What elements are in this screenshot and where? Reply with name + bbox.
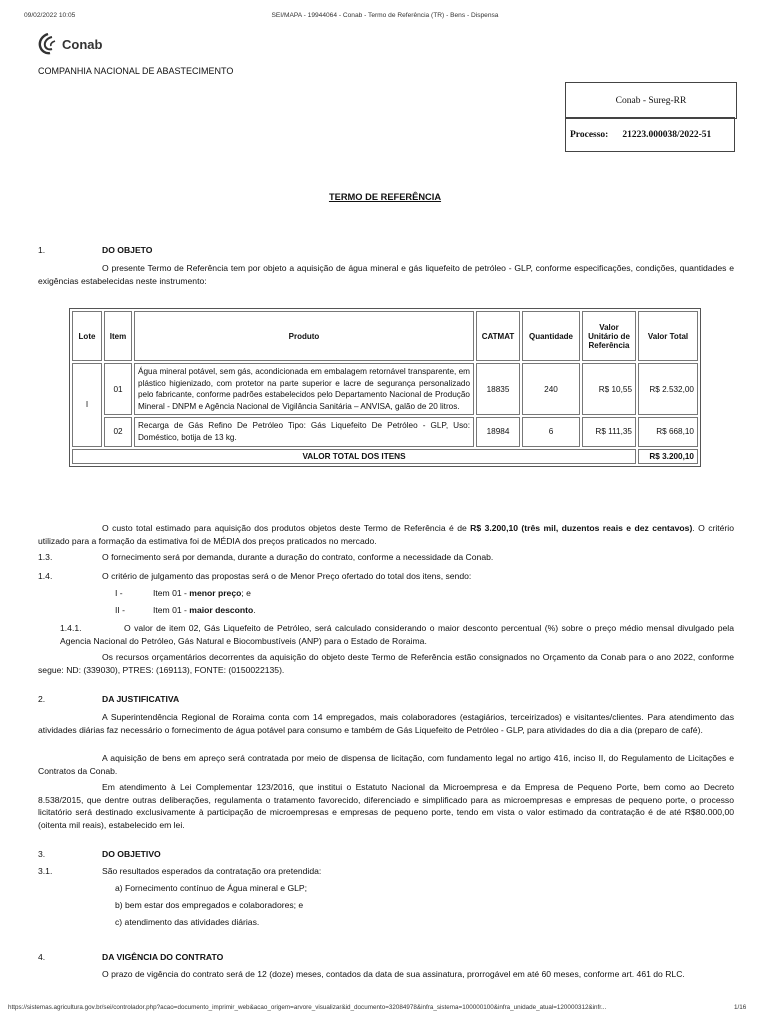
produto-cell: Recarga de Gás Refino De Petróleo Tipo: Gás Liquefeito De Petróleo - GLP, Uso: Doméstico, botija de 13 kg.	[134, 417, 474, 446]
header-item: Item	[104, 311, 132, 361]
criteria-1	[153, 588, 251, 598]
unit-box	[565, 82, 737, 119]
paragraph-1-3-text: O fornecimento será por demanda, durante a duração do contrato, conforme a necessidade da Conab.	[102, 552, 494, 562]
process-box	[565, 117, 735, 152]
header-valor-unitario: Valor Unitário de Referência	[582, 311, 636, 361]
criteria-2-prefix: Item 01 -	[153, 605, 190, 615]
paragraph-3-1-number: 3.1.	[38, 866, 53, 876]
criteria-2-bold: maior desconto	[189, 605, 254, 615]
valor-total-cell: R$ 2.532,00	[638, 363, 698, 415]
produto-cell: Água mineral potável, sem gás, acondicionada em embalagem retornável transparente, em plástico higienizado, com protetor na parte superior e lacre de segurança personalizado pelo fabricante, conforme padrões estabelecidos pelo Departamento Nacional de Produção Mineral - DNPM e Agência Nacional de Vigilância Sanitária – ANVISA, galão de 20 litros.	[134, 363, 474, 415]
process-label: Processo:	[570, 129, 609, 140]
header-lote: Lote	[72, 311, 102, 361]
paragraph-4-1	[38, 968, 734, 981]
criteria-1-roman: I -	[115, 588, 123, 598]
paragraph-1-2-amount: R$ 3.200,10 (três mil, duzentos reais e dez centavos)	[470, 523, 693, 533]
list-item: b) bem estar dos empregados e colaboradores; e	[115, 900, 304, 910]
section-2-title: DA JUSTIFICATIVA	[102, 694, 180, 704]
criteria-1-prefix: Item 01 -	[153, 588, 190, 598]
conab-logo-icon	[38, 33, 58, 55]
paragraph-1-4-1	[60, 622, 734, 647]
doc-title: TERMO DE REFERÊNCIA	[328, 192, 442, 202]
unit-name: Conab - Sureg-RR	[615, 95, 687, 106]
section-3-title: DO OBJETIVO	[102, 849, 161, 859]
catmat-cell: 18835	[476, 363, 520, 415]
paragraph-1-3-number: 1.3.	[38, 552, 53, 562]
quantidade-cell: 240	[522, 363, 580, 415]
total-label: VALOR TOTAL DOS ITENS	[72, 449, 636, 464]
paragraph-4-1-text: O prazo de vigência do contrato será de 12 (doze) meses, contados da data de sua assinatura, prorrogável em até 60 meses, conforme art. 461 do RLC.	[102, 969, 685, 979]
header-produto: Produto	[134, 311, 474, 361]
section-4-title: DA VIGÊNCIA DO CONTRATO	[102, 952, 224, 962]
paragraph-1-4-text: O critério de julgamento das propostas será o de Menor Preço ofertado do total dos itens, sendo:	[102, 571, 472, 581]
company-name: COMPANHIA NACIONAL DE ABASTECIMENTO	[38, 66, 234, 76]
paragraph-1-5-text: Os recursos orçamentários decorrentes da aquisição do objeto deste Termo de Referência estão consignados no Orçamento da Conab para o ano 2022, conforme segue: ND: (339030), PTRES: (169113), FONTE: (0150022135).	[38, 652, 734, 675]
paragraph-1-2	[38, 522, 734, 547]
section-3-number: 3.	[38, 849, 46, 859]
criteria-2-roman: II -	[115, 605, 126, 615]
logo-text: Conab	[62, 36, 103, 52]
valor-total-cell: R$ 668,10	[638, 417, 698, 446]
print-url: https://sistemas.agricultura.gov.br/sei/controlador.php?acao=documento_imprimir_web&acao_origem=arvore_visualizar&id_documento=32084978&infra_sistema=100000100&infra_unidade_atual=120000312&infr...	[8, 1004, 607, 1011]
paragraph-1-4-1-number: 1.4.1.	[60, 623, 82, 633]
paragraph-2-3-text: Em atendimento à Lei Complementar 123/2016, que institui o Estatuto Nacional da Microempresa e da Empresa de Pequeno Porte, bem como ao Decreto 8.538/2015, que dentre outras deliberações, regulamenta o tratamento favorecido, diferenciado e simplificado para as microempresas e empresas de pequeno porte, o processo licitatório será destinado exclusivamente à participação de microempresas e empresas de pequeno porte, tendo em vista o valor estimado da contratação é de até R$80.000,00 (oitenta mil reais), estabelecido em lei.	[38, 782, 734, 830]
print-datetime: 09/02/2022 10:05	[24, 12, 76, 19]
criteria-1-bold: menor preço	[189, 588, 242, 598]
catmat-cell: 18984	[476, 417, 520, 446]
valor-unitario-cell: R$ 10,55	[582, 363, 636, 415]
conab-logo	[38, 30, 128, 58]
print-page-title: SEI/MAPA - 19944064 - Conab - Termo de Referência (TR) - Bens - Dispensa	[271, 12, 499, 19]
list-item: a) Fornecimento contínuo de Água mineral e GLP;	[115, 883, 308, 893]
paragraph-1-1-text: O presente Termo de Referência tem por objeto a aquisição de água mineral e gás liquefeito de petróleo - GLP, conforme especificações, condições, quantidades e exigências estabelecidas neste instrumento:	[38, 263, 734, 286]
paragraph-2-3	[38, 781, 734, 831]
header-catmat: CATMAT	[476, 311, 520, 361]
section-2-number: 2.	[38, 694, 46, 704]
paragraph-2-1	[38, 711, 734, 736]
paragraph-1-1	[38, 262, 734, 287]
page-number: 1/16	[734, 1004, 747, 1011]
header-quantidade: Quantidade	[522, 311, 580, 361]
table-row	[72, 417, 698, 446]
paragraph-1-2-text-a: O custo total estimado para aquisição dos produtos objetos deste Termo de Referência é de	[102, 523, 471, 533]
paragraph-1-2-text-c: . O critério utilizado para a formação da estimativa foi de MÉDIA dos preços praticados no mercado.	[38, 523, 734, 546]
quantidade-cell: 6	[522, 417, 580, 446]
list-item: c) atendimento das atividades diárias.	[115, 917, 260, 927]
items-table	[69, 308, 701, 467]
section-1-number: 1.	[38, 245, 46, 255]
table-row	[72, 363, 698, 415]
section-4-number: 4.	[38, 952, 46, 962]
paragraph-1-4-number: 1.4.	[38, 571, 53, 581]
criteria-2-suffix: .	[253, 605, 256, 615]
item-cell: 01	[104, 363, 132, 415]
paragraph-1-5	[38, 651, 734, 676]
paragraph-2-2-text: A aquisição de bens em apreço será contratada por meio de dispensa de licitação, com fundamento legal no artigo 416, inciso II, do Regulamento de Licitações e Contratos da Conab.	[38, 753, 734, 776]
paragraph-2-1-text: A Superintendência Regional de Roraima conta com 14 empregados, mais colaboradores (estagiários, terceirizados) e visitantes/clientes. Para atendimento das atividades diárias faz necessário o fornecimento de água potável para consumo e também de Gás Liquefeito de Petróleo - GLP, para atividades do dia a dia (preparo de café).	[38, 712, 734, 735]
item-cell: 02	[104, 417, 132, 446]
section-1-title: DO OBJETO	[102, 245, 153, 255]
paragraph-2-2	[38, 752, 734, 777]
table-header-row	[72, 311, 698, 361]
criteria-2	[153, 605, 256, 615]
process-number: 21223.000038/2022-51	[622, 129, 712, 140]
criteria-1-suffix: ; e	[241, 588, 251, 598]
table-total-row	[72, 449, 698, 464]
paragraph-1-4-1-text: O valor de item 02, Gás Liquefeito de Petróleo, será calculado considerando o maior desconto percentual (%) sobre o preço médio mensal divulgado pela Agencia Nacional do Petróleo, Gás Natural e Biocombustíveis (ANP) para o Estado de Roraima.	[60, 623, 734, 646]
paragraph-3-1-text: São resultados esperados da contratação ora pretendida:	[102, 866, 322, 876]
total-value: R$ 3.200,10	[638, 449, 698, 464]
valor-unitario-cell: R$ 111,35	[582, 417, 636, 446]
lote-cell: I	[72, 363, 102, 447]
header-valor-total: Valor Total	[638, 311, 698, 361]
